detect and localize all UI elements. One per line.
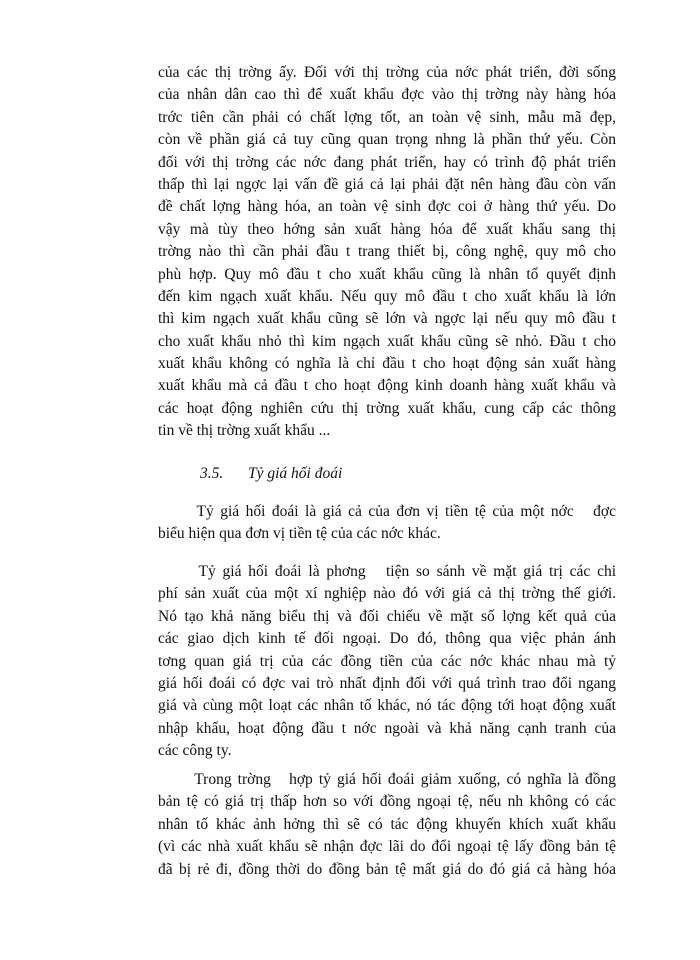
text-line: Trong trờng hợp tỷ giá hối đoái giảm xuống, có nghĩa là đồng bbox=[158, 771, 616, 788]
text-line: giá và cùng một loạt các nhân tố khác, nó tác động tới hoạt động xuất bbox=[158, 697, 616, 715]
text-line: các giao dịch kinh tế đối ngoại. Do đó, thông qua việc phản ánh bbox=[158, 630, 616, 648]
text-line: tin về thị trờng xuất khẩu ... bbox=[158, 422, 331, 440]
section-heading bbox=[200, 463, 342, 485]
text-line: giá hối đoái có đợc vai trò nhất định đối với quá trình trao đổi ngang bbox=[158, 674, 616, 692]
section-title: Tỷ giá hối đoái bbox=[248, 465, 343, 482]
text-line: cho xuất khẩu nhỏ thì kim ngạch xuất khẩu cũng sẽ nhỏ. Đầu t cho bbox=[158, 332, 616, 350]
section-number: 3.5. bbox=[200, 465, 224, 482]
text-line: Nó tạo khả năng biểu thị và đối chiếu về mặt số lợng kết quả của bbox=[158, 607, 616, 625]
text-line: trờng nào thì cần phải đầu t trang thiết bị, công nghệ, quy mô cho bbox=[158, 243, 616, 261]
text-line: vậy mà tùy theo hớng sản xuất hàng hóa để xuất khẩu sang thị bbox=[158, 220, 616, 238]
text-line: phù hợp. Quy mô đầu t cho xuất khẩu cũng là nhân tố quyết định bbox=[158, 265, 616, 283]
text-line: các hoạt động nghiên cứu thị trờng xuất khẩu, cung cấp các thông bbox=[158, 399, 616, 417]
text-line: trớc tiên cần phải có chất lợng tốt, an toàn vệ sinh, mẫu mã đẹp, bbox=[158, 108, 616, 126]
text-line: đề chất lợng hàng hóa, an toàn vệ sinh đợc coi ở hàng thứ yếu. Do bbox=[158, 198, 616, 216]
paragraph-exchange-rate-role bbox=[158, 561, 616, 763]
text-line: (vì các nhà xuất khẩu sẽ nhận đợc lãi do đổi ngoại tệ lấy đồng bản tệ bbox=[158, 838, 616, 856]
paragraph-exchange-rate-definition bbox=[158, 501, 616, 546]
text-line: nhập khẩu, hoạt động đầu t nớc ngoài và khả năng cạnh tranh của bbox=[158, 719, 616, 737]
text-line: đã bị rẻ đi, đồng thời do đồng bản tệ mất giá do đó giá cả hàng hóa bbox=[158, 860, 616, 878]
text-line: biểu hiện qua đơn vị tiền tệ của các nớc khác. bbox=[158, 525, 441, 543]
text-line: thấp thì lại ngợc lại vấn đề giá cả lại phải đặt nên hàng đầu còn vấn bbox=[158, 175, 616, 193]
text-line: bản tệ có giá trị thấp hơn so với đồng ngoại tệ, nếu nh không có các bbox=[158, 793, 616, 811]
text-line: xuất khẩu không có nghĩa là chỉ đầu t cho hoạt động sản xuất hàng bbox=[158, 355, 616, 373]
text-line: đối với thị trờng các nớc đang phát triển, hay có trình độ phát triển bbox=[158, 153, 616, 171]
text-line: phí sản xuất của một xí nghiệp nào đó với giá cả thị trờng thế giới. bbox=[158, 585, 616, 603]
paragraph-export-markets bbox=[158, 62, 616, 443]
text-line: của các thị trờng ấy. Đối với thị trờng của nớc phát triển, đời sống bbox=[158, 64, 616, 81]
text-line: xuất khẩu mà cả đầu t cho hoạt động kinh doanh hàng xuất khẩu và bbox=[158, 377, 616, 395]
text-line: tơng quan giá trị của các đồng tiền của các nớc khác nhau mà tỷ bbox=[158, 652, 616, 670]
text-line: của nhân dân cao thì để xuất khẩu đợc vào thị trờng này hàng hóa bbox=[158, 86, 616, 104]
text-line: Tỷ giá hối đoái là giá cả của đơn vị tiền tệ của một nớc đợc bbox=[158, 503, 616, 520]
paragraph-exchange-rate-decrease bbox=[158, 769, 616, 881]
text-line: các công ty. bbox=[158, 742, 232, 760]
text-line: đến kim ngạch xuất khẩu. Nếu quy mô đầu t cho xuất khẩu là lớn bbox=[158, 287, 616, 305]
text-line: nhân tố khác ảnh hởng thì sẽ có tác động khuyến khích xuất khẩu bbox=[158, 815, 616, 833]
text-line: thì kim ngạch xuất khẩu cũng sẽ lớn và ngợc lại nếu quy mô đầu t bbox=[158, 310, 616, 328]
text-line: Tỷ giá hối đoái là phơng tiện so sánh về mặt giá trị các chi bbox=[158, 563, 616, 580]
text-line: còn về phần giá cả tuy cũng quan trọng nhng là phần thứ yếu. Còn bbox=[158, 131, 616, 149]
